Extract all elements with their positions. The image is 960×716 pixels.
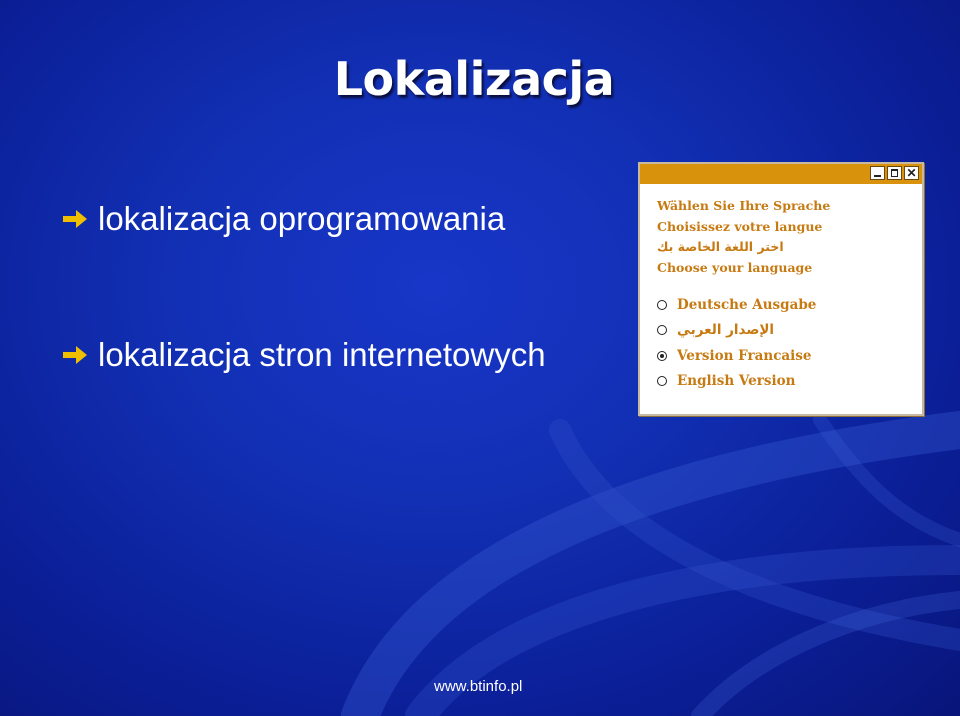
footer-url: www.btinfo.pl <box>434 678 523 695</box>
option-label: Deutsche Ausgabe <box>677 296 817 313</box>
language-option-french[interactable] <box>657 343 816 369</box>
radio-button[interactable] <box>657 376 667 386</box>
maximize-icon[interactable] <box>887 166 902 180</box>
dialog-titlebar <box>640 164 922 184</box>
prompt-english: Choose your language <box>657 259 813 275</box>
slide-title: Lokalizacja <box>333 52 615 106</box>
arrow-right-icon <box>62 208 88 230</box>
radio-button-selected[interactable] <box>657 351 667 361</box>
prompt-german: Wählen Sie Ihre Sprache <box>657 198 831 213</box>
language-prompts <box>657 196 830 278</box>
bullet-item <box>62 199 505 239</box>
window-controls <box>870 166 919 180</box>
close-icon[interactable]: ✕ <box>904 166 919 180</box>
language-option-english[interactable] <box>657 369 816 395</box>
bullet-text: lokalizacja stron internetowych <box>98 336 546 373</box>
bullet-text: lokalizacja oprogramowania <box>98 200 506 237</box>
prompt-french: Choisissez votre langue <box>657 218 823 234</box>
radio-button[interactable] <box>657 300 667 310</box>
option-label: English Version <box>677 373 796 390</box>
prompt-arabic: اختر اللغة الخاصة بك <box>657 239 784 254</box>
language-select-dialog <box>638 162 924 416</box>
language-options <box>657 292 816 394</box>
language-option-arabic[interactable] <box>657 318 816 344</box>
bullet-item <box>62 335 546 375</box>
language-option-german[interactable] <box>657 292 816 318</box>
radio-button[interactable] <box>657 325 667 335</box>
minimize-icon[interactable] <box>870 166 885 180</box>
option-label: الإصدار العربي <box>677 322 775 339</box>
arrow-right-icon <box>62 344 88 366</box>
option-label: Version Francaise <box>677 347 812 364</box>
